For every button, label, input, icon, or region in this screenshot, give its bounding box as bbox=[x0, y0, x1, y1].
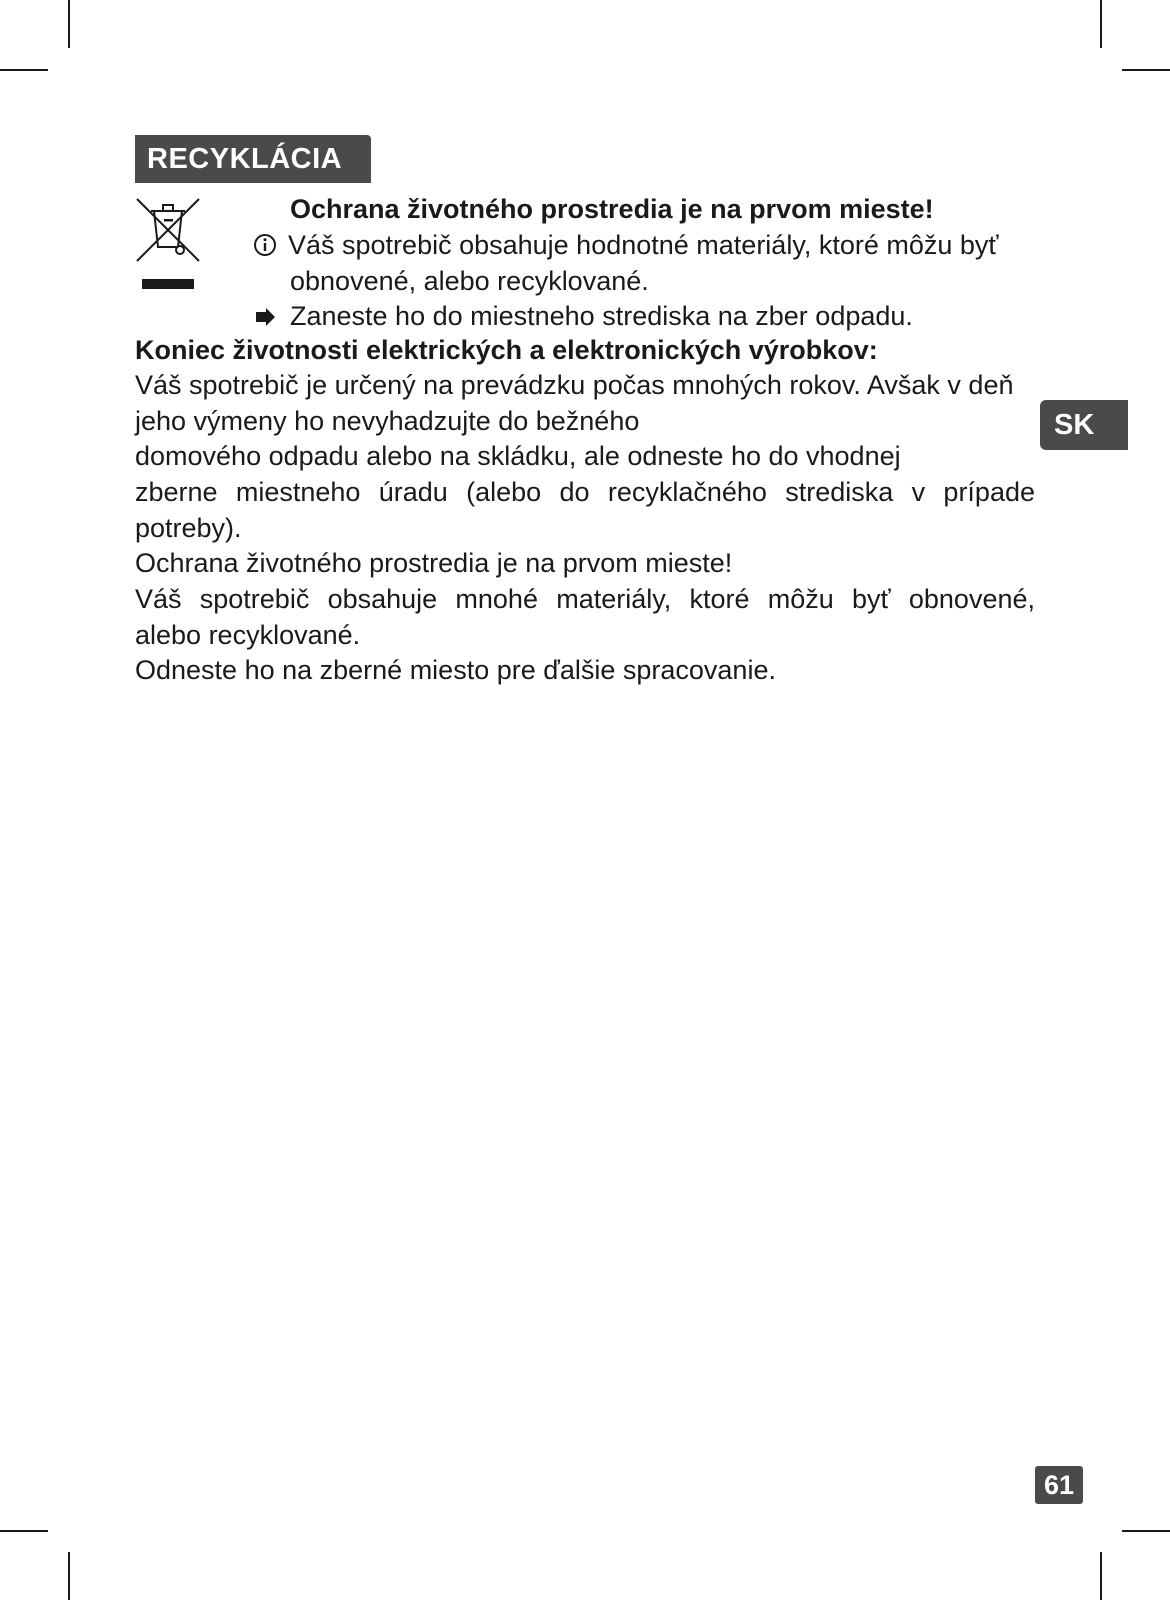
language-tab: SK bbox=[1040, 400, 1128, 450]
crop-mark bbox=[0, 1530, 48, 1532]
body-line: potreby). bbox=[135, 513, 242, 543]
subheading: Koniec životnosti elektrických a elektronických výrobkov: bbox=[135, 335, 878, 365]
crop-mark bbox=[1100, 0, 1102, 48]
body-line: Odneste ho na zberné miesto pre ďalšie spracovanie. bbox=[135, 655, 776, 685]
body-line: Váš spotrebič je určený na prevádzku počas mnohých rokov. Avšak v deň bbox=[135, 370, 1014, 400]
crop-mark bbox=[0, 69, 48, 71]
info-circle-icon bbox=[253, 233, 277, 257]
body-line: Ochrana životného prostredia je na prvom mieste! bbox=[135, 548, 733, 578]
arrow-right-icon bbox=[253, 306, 277, 328]
environment-heading: Ochrana životného prostredia je na prvom mieste! bbox=[290, 194, 934, 224]
page-number: 61 bbox=[1035, 1466, 1083, 1504]
body-line: alebo recyklované. bbox=[135, 620, 361, 650]
body-line: Váš spotrebič obsahuje mnohé materiály, ktoré môžu byť obnovené, bbox=[135, 584, 1035, 614]
body-line: zberne miestneho úradu (alebo do recyklačného strediska v prípade bbox=[135, 477, 1035, 507]
crossed-out-bin-icon bbox=[135, 197, 201, 293]
crop-mark bbox=[1122, 1530, 1170, 1532]
info-line-1: Váš spotrebič obsahuje hodnotné materiály, ktoré môžu byť bbox=[288, 230, 999, 260]
crop-mark bbox=[68, 0, 70, 48]
arrow-line: Zaneste ho do miestneho strediska na zber odpadu. bbox=[290, 301, 913, 331]
crop-mark bbox=[1100, 1552, 1102, 1600]
body-line: domového odpadu alebo na skládku, ale odneste ho do vhodnej bbox=[135, 441, 901, 471]
crop-mark bbox=[68, 1552, 70, 1600]
body-line: jeho výmeny ho nevyhadzujte do bežného bbox=[135, 406, 640, 436]
crop-mark bbox=[1122, 69, 1170, 71]
section-title: RECYKLÁCIA bbox=[135, 135, 371, 183]
info-line-2: obnovené, alebo recyklované. bbox=[290, 266, 649, 296]
